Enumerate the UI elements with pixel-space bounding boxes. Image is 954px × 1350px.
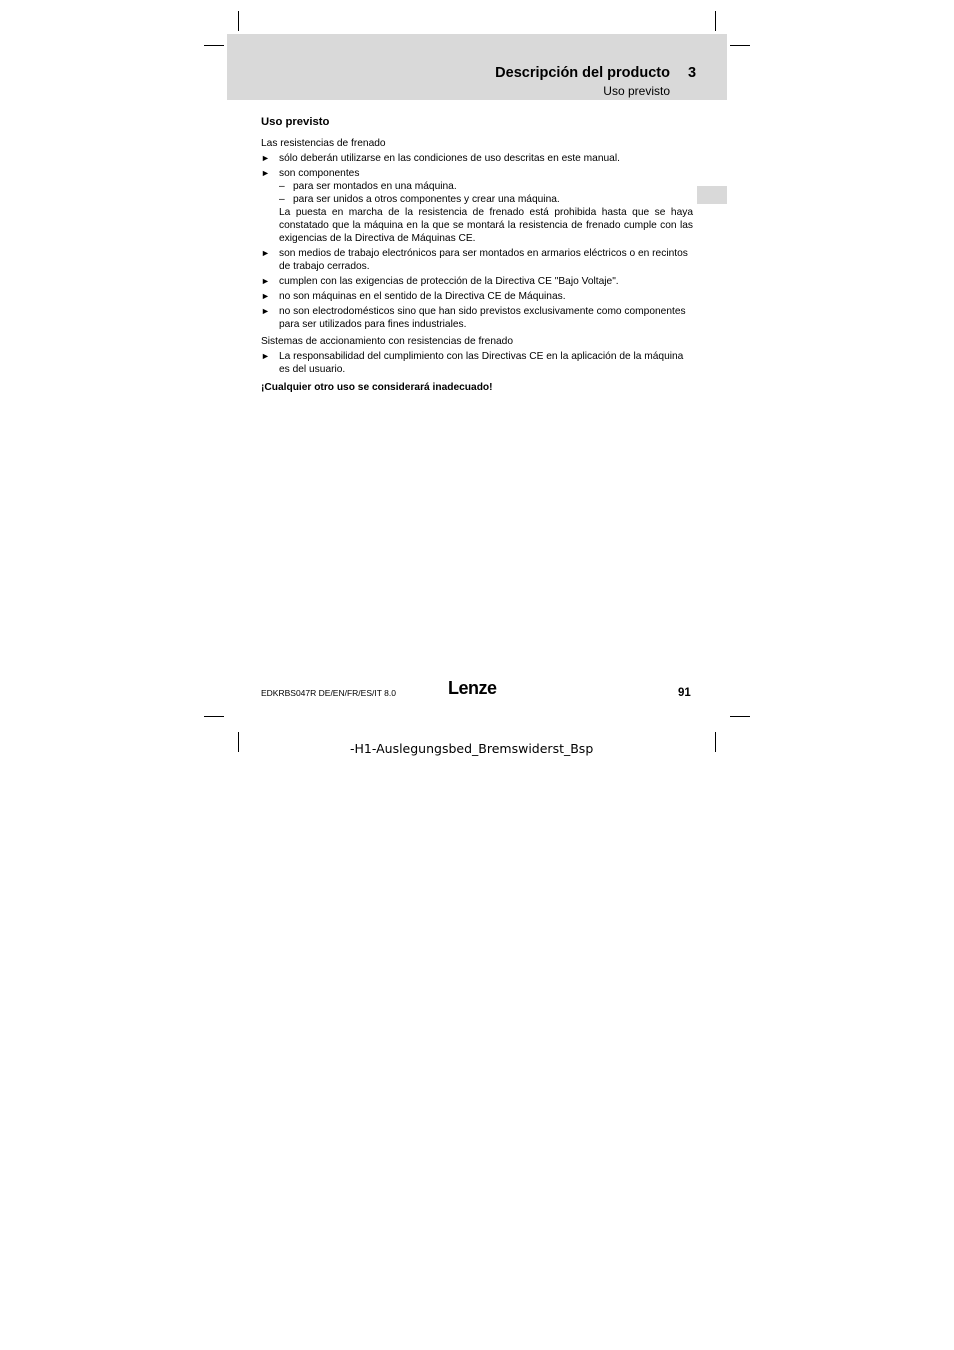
dash-bullet-icon: – bbox=[279, 194, 285, 205]
page-number: 91 bbox=[678, 687, 691, 699]
lenze-logo: Lenze bbox=[448, 678, 497, 698]
dash-bullet-icon: – bbox=[279, 181, 285, 192]
crop-mark bbox=[730, 45, 750, 46]
list-item bbox=[261, 275, 693, 288]
sub-list-item-text: para ser unidos a otros componentes y crear una máquina. bbox=[293, 194, 560, 205]
list-item bbox=[261, 152, 693, 165]
document-code: EDKRBS047R DE/EN/FR/ES/IT 8.0 bbox=[261, 688, 396, 698]
crop-mark bbox=[238, 11, 239, 31]
arrow-bullet-icon: ► bbox=[261, 291, 270, 301]
chapter-title: Descripción del producto bbox=[495, 65, 670, 81]
sub-list-item-text: para ser montados en una máquina. bbox=[293, 181, 457, 192]
crop-mark bbox=[715, 732, 716, 752]
sub-list-item bbox=[261, 193, 693, 206]
section-subtitle: Uso previsto bbox=[603, 84, 670, 98]
list-item bbox=[261, 350, 693, 376]
crop-mark bbox=[715, 11, 716, 31]
main-content bbox=[261, 116, 693, 394]
list-item-text: no son máquinas en el sentido de la Directiva CE de Máquinas. bbox=[279, 291, 566, 302]
list-item-text: son componentes bbox=[279, 168, 360, 179]
arrow-bullet-icon: ► bbox=[261, 248, 270, 258]
arrow-bullet-icon: ► bbox=[261, 168, 270, 178]
list-item-text: cumplen con las exigencias de protección de la Directiva CE "Bajo Voltaje". bbox=[279, 276, 619, 287]
intro-text: Las resistencias de frenado bbox=[261, 138, 386, 149]
arrow-bullet-icon: ► bbox=[261, 153, 270, 163]
sub-list-item bbox=[261, 180, 693, 193]
arrow-bullet-icon: ► bbox=[261, 351, 270, 361]
crop-mark bbox=[730, 716, 750, 717]
crop-mark bbox=[238, 732, 239, 752]
crop-mark bbox=[204, 716, 224, 717]
list-item-text: no son electrodomésticos sino que han sido previstos exclusivamente como componentes para ser utilizados para fines industriales. bbox=[279, 306, 686, 330]
final-warning: ¡Cualquier otro uso se considerará inadecuado! bbox=[261, 382, 493, 393]
chapter-tab-marker bbox=[697, 186, 727, 204]
file-label: -H1-Auslegungsbed_Bremswiderst_Bsp bbox=[350, 741, 594, 756]
crop-mark bbox=[204, 45, 224, 46]
list-item-text: son medios de trabajo electrónicos para ser montados en armarios eléctricos o en recintos de trabajo cerrados. bbox=[279, 248, 688, 272]
list-item-text: sólo deberán utilizarse en las condiciones de uso descritas en este manual. bbox=[279, 153, 620, 164]
drive-systems-intro: Sistemas de accionamiento con resistencias de frenado bbox=[261, 336, 513, 347]
commissioning-note: La puesta en marcha de la resistencia de frenado está prohibida hasta que se haya constatado que la máquina en la que se montará la resistencia de frenado cumple con las exigencias de la Directiva de Máquinas CE. bbox=[279, 207, 693, 244]
list-item bbox=[261, 290, 693, 303]
arrow-bullet-icon: ► bbox=[261, 306, 270, 316]
arrow-bullet-icon: ► bbox=[261, 276, 270, 286]
chapter-number: 3 bbox=[688, 65, 697, 81]
section-heading: Uso previsto bbox=[261, 116, 330, 128]
list-item-text: La responsabilidad del cumplimiento con las Directivas CE en la aplicación de la máquina es del usuario. bbox=[279, 351, 684, 375]
list-item bbox=[261, 167, 693, 180]
list-item bbox=[261, 305, 693, 331]
list-item bbox=[261, 247, 693, 273]
